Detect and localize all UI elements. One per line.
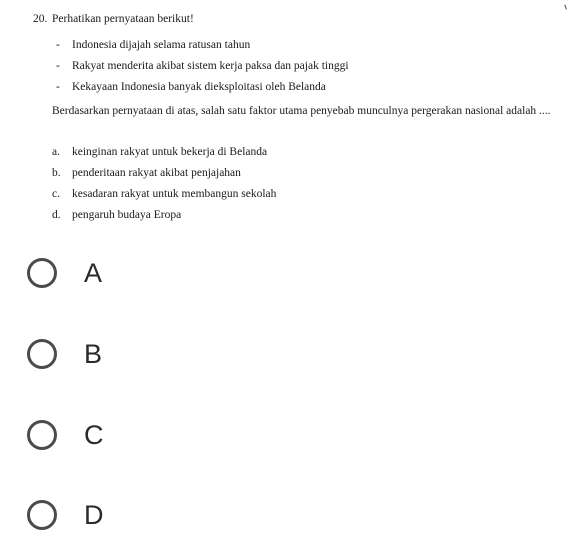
option-text-c: kesadaran rakyat untuk membangun sekolah xyxy=(72,188,277,200)
question-image xyxy=(0,0,579,232)
question-prompt: Perhatikan pernyataan berikut! xyxy=(52,13,194,25)
statement-bullet: - xyxy=(56,60,60,72)
radio-button-icon[interactable] xyxy=(27,339,57,369)
statement-3: Kekayaan Indonesia banyak dieksploitasi oleh Belanda xyxy=(72,81,326,93)
answer-choice-d[interactable] xyxy=(22,495,182,539)
statement-1: Indonesia dijajah selama ratusan tahun xyxy=(72,39,251,51)
option-text-a: keinginan rakyat untuk bekerja di Belanda xyxy=(72,146,268,158)
answer-choice-label: B xyxy=(84,339,103,369)
answer-choice-a[interactable] xyxy=(22,253,182,297)
radio-button-icon[interactable] xyxy=(27,258,57,288)
statement-2: Rakyat menderita akibat sistem kerja paksa dan pajak tinggi xyxy=(72,60,349,72)
question-body: Berdasarkan pernyataan di atas, salah satu faktor utama penyebab munculnya pergerakan nasional adalah .... xyxy=(52,105,551,117)
answer-choice-label: C xyxy=(84,420,104,450)
option-letter-b: b. xyxy=(52,167,61,179)
statement-bullet: - xyxy=(56,81,60,93)
option-letter-d: d. xyxy=(52,209,61,221)
option-letter-c: c. xyxy=(52,188,60,200)
option-text-b: penderitaan rakyat akibat penjajahan xyxy=(72,167,241,179)
answer-choice-label: D xyxy=(84,500,104,530)
option-letter-a: a. xyxy=(52,146,60,158)
statement-bullet: - xyxy=(56,39,60,51)
radio-button-icon[interactable] xyxy=(27,420,57,450)
option-text-d: pengaruh budaya Eropa xyxy=(72,209,182,221)
answer-choice-label: A xyxy=(84,258,103,288)
answer-choice-c[interactable] xyxy=(22,415,182,459)
answer-choice-b[interactable] xyxy=(22,334,182,378)
stray-mark xyxy=(564,3,569,9)
radio-button-icon[interactable] xyxy=(27,500,57,530)
question-number: 20. xyxy=(33,13,48,25)
